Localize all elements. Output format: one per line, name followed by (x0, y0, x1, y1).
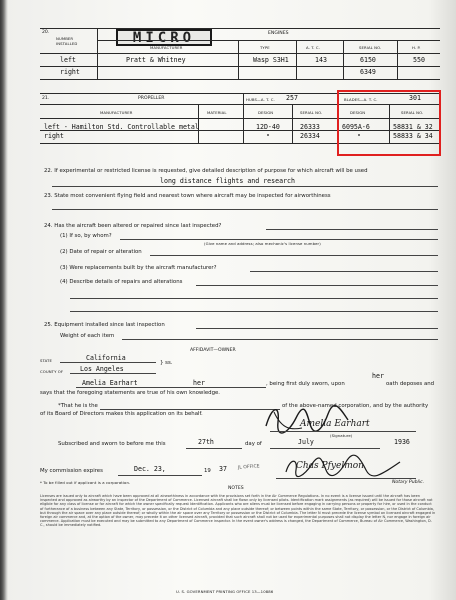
q24-1-text: (1) If so, by whom? (60, 233, 112, 239)
ss-mark: } ss. (160, 360, 173, 366)
rule (97, 40, 440, 41)
prop-col-material-label: MATERIAL (207, 110, 227, 115)
rule (196, 285, 438, 286)
rule (70, 298, 438, 299)
subscribed-day: 27th (198, 438, 214, 446)
signature-caption: (Signature) (330, 433, 353, 438)
engine-serial-2: 6349 (360, 68, 376, 76)
rule (118, 475, 202, 476)
rule (40, 28, 440, 29)
sec21-title: PROPELLER (138, 96, 165, 101)
hub-col-design-label: DESIGN (258, 110, 274, 115)
col-manufacturer-label: MANUFACTURER (150, 45, 183, 50)
commission-label: My commission expires (40, 468, 103, 474)
engine-type: Wasp S3H1 (253, 56, 289, 64)
county-value: Los Angeles (80, 365, 124, 373)
state-value: California (86, 354, 126, 362)
blade-design: 6095A-6 (342, 123, 370, 131)
rule (52, 186, 438, 187)
hub-design: 12D-40 (256, 123, 280, 131)
engine-atc: 143 (315, 56, 327, 64)
engine-right-label: right (60, 68, 80, 76)
oath-text: , being first duly sworn, upon (266, 381, 345, 387)
col-hp-label: H. P. (412, 45, 421, 50)
q24-4-text: (4) Describe details of repairs and alterations (60, 279, 183, 285)
rule (60, 362, 156, 363)
hub-serial-2: 26334 (300, 132, 320, 140)
rule (40, 79, 440, 80)
engine-serial-1: 6150 (360, 56, 376, 64)
col-type-label: TYPE (260, 45, 270, 50)
subscribed-text: Subscribed and sworn to before me this (58, 441, 166, 447)
notes-title: NOTES (228, 486, 244, 491)
subscribed-year: 1936 (394, 438, 410, 446)
blade-serial-1: 58831 & 32 (393, 123, 433, 131)
rule (397, 40, 398, 79)
rule (270, 431, 416, 432)
blade-serial-2: 58833 & 34 (393, 132, 433, 140)
received-stamp: JL OFFICE (237, 464, 260, 471)
micro-stamp: MICRO (116, 29, 212, 46)
rule (70, 311, 438, 312)
q22-text: 22. If experimental or restricted license is requested, give detailed description of purpose for which aircraft will be used (44, 168, 368, 174)
q24-1-note: (Give name and address; also mechanic's license number) (204, 241, 321, 246)
owner-name: Amelia Earhart (82, 379, 138, 387)
affidavit-title: AFFIDAVIT—OWNER (190, 348, 236, 353)
rule (186, 448, 242, 449)
rule (238, 40, 239, 79)
blade-design-ditto: " (357, 133, 361, 141)
that-he-text: *That he is the (58, 403, 98, 409)
rule (100, 409, 280, 410)
q25-text: 25. Equipment installed since last inspection (44, 322, 165, 328)
q24-3-text: (3) Were replacements built by the aircraft manufacturer? (60, 265, 217, 271)
owner-signature: Amelia Earhart (300, 419, 370, 429)
rule (196, 328, 438, 329)
oath-pronoun: her (372, 372, 384, 380)
blades-highlight-box (337, 90, 441, 156)
day-of-text: day of (245, 441, 262, 447)
rule (276, 478, 416, 479)
subscribed-month: July (298, 438, 314, 446)
hubs-atc-value: 257 (286, 94, 298, 102)
rule (270, 448, 380, 449)
weight-label: Weight of each item (60, 333, 115, 339)
rule (292, 104, 293, 143)
notary-signature: Chas Pfyelmon (296, 461, 364, 471)
sec20-number: 20. (42, 30, 50, 35)
rule (250, 271, 438, 272)
blades-atc-value: 301 (409, 94, 421, 102)
commission-year-prefix: 19 (204, 468, 211, 474)
rule (296, 40, 297, 79)
corporation-footnote: * To be filled out if applicant is a corporation. (40, 480, 131, 485)
blade-col-serial-label: SERIAL NO. (401, 110, 424, 115)
commission-year: 37 (219, 465, 227, 473)
rule (97, 28, 98, 79)
rule (52, 209, 438, 210)
sec20-installed-label: INSTALLED (56, 41, 78, 46)
engine-hp: 550 (413, 56, 425, 64)
rule (243, 93, 244, 143)
hub-serial-1: 26333 (300, 123, 320, 131)
q22-answer: long distance flights and research (160, 177, 295, 185)
hub-col-serial-label: SERIAL NO. (300, 110, 323, 115)
sec20-number-label: NUMBER (56, 36, 74, 41)
sec20-title: ENGINES (268, 31, 289, 36)
commission-date: Dec. 23, (134, 465, 166, 473)
rule (122, 339, 438, 340)
blades-atc-label: BLADES—A. T. C. (344, 97, 378, 102)
hub-design-ditto: " (266, 133, 270, 141)
oath-text-2: oath deposes and (386, 381, 435, 387)
county-label: COUNTY OF (40, 369, 64, 374)
q23-text: 23. State most convenient flying field and nearest town where aircraft may be inspected for airworthiness (44, 193, 331, 199)
says-text: says that the foregoing statements are true of his own knowledge. (40, 390, 221, 396)
printer-line: U. S. GOVERNMENT PRINTING OFFICE 13—10886 (176, 589, 274, 594)
prop-left-row: left - Hamilton Std. Controllable metal (44, 123, 199, 131)
rule (40, 53, 440, 54)
notes-body: Licenses are issued only to aircraft which have been approved at all airworthiness in accordance with the provisions set forth in the Air Commerce Regulations. In no event is a license issued until the aircraft has been inspected and approved as airworthy by an inspector of the Department of Commerce. Licensed aircraft shall be flown only by licensed pilots. Identification mark assignments (as required) will be issued for those aircraft not eligible for any class of license or for aircraft for which the owner specifically request Identification. Applicants who are aliens must be licensed before engaging in carrying persons or property for hire, or used in the conduct of furtherance of a business between any State, Territory, or possession, or the District of Columbia and any place outside thereof; or between points within the same State, Territory, or possession, or the District of Columbia, but through the air space over any place outside thereof; or wholly within the air space over any Territory or possession or the District of Columbia. The letter N must precede the license symbol on licensed aircraft engaged in foreign air commerce and, at the option of the owner, may precede it on other licensed aircraft, provided that such aircraft shall not be used for experimental purposes shall not display the letter N, nor engage in foreign air commerce. Application must be executed and may be submitted to any Department of Commerce inspector. In the event owner's address is changed, the Department of Commerce, Bureau of Air Commerce, Washington, D. C., should be immediately notified. (40, 494, 436, 528)
q24-text: 24. Has the aircraft been altered or repaired since last inspected? (44, 223, 222, 229)
rule (266, 229, 438, 230)
sec21-number: 21. (42, 96, 50, 101)
engine-left-label: left (60, 56, 76, 64)
rule (40, 66, 440, 67)
notary-caption: Notary Public. (392, 480, 425, 485)
rule (198, 104, 199, 143)
col-atc-label: A. T. C. (306, 45, 320, 50)
rule (150, 255, 438, 256)
rule (76, 387, 266, 388)
col-serial-label: SERIAL NO. (359, 45, 382, 50)
corp-text: of the above-named corporation, and by the authority (282, 403, 429, 409)
scan-edge-shadow (0, 0, 8, 600)
state-label: STATE (40, 358, 52, 363)
q24-2-text: (2) Date of repair or alteration (60, 249, 142, 255)
blade-col-design-label: DESIGN (350, 110, 366, 115)
rule (120, 239, 438, 240)
rule (70, 373, 156, 374)
board-text: of its Board of Directors makes this application on its behalf. (40, 411, 203, 417)
hubs-atc-label: HUBS—A. T. C. (246, 97, 275, 102)
prop-right-row: right (44, 132, 64, 140)
owner-pronoun: her (193, 379, 205, 387)
rule (343, 40, 344, 79)
prop-col-manufacturer-label: MANUFACTURER (100, 110, 133, 115)
engine-manufacturer: Pratt & Whitney (126, 56, 186, 64)
